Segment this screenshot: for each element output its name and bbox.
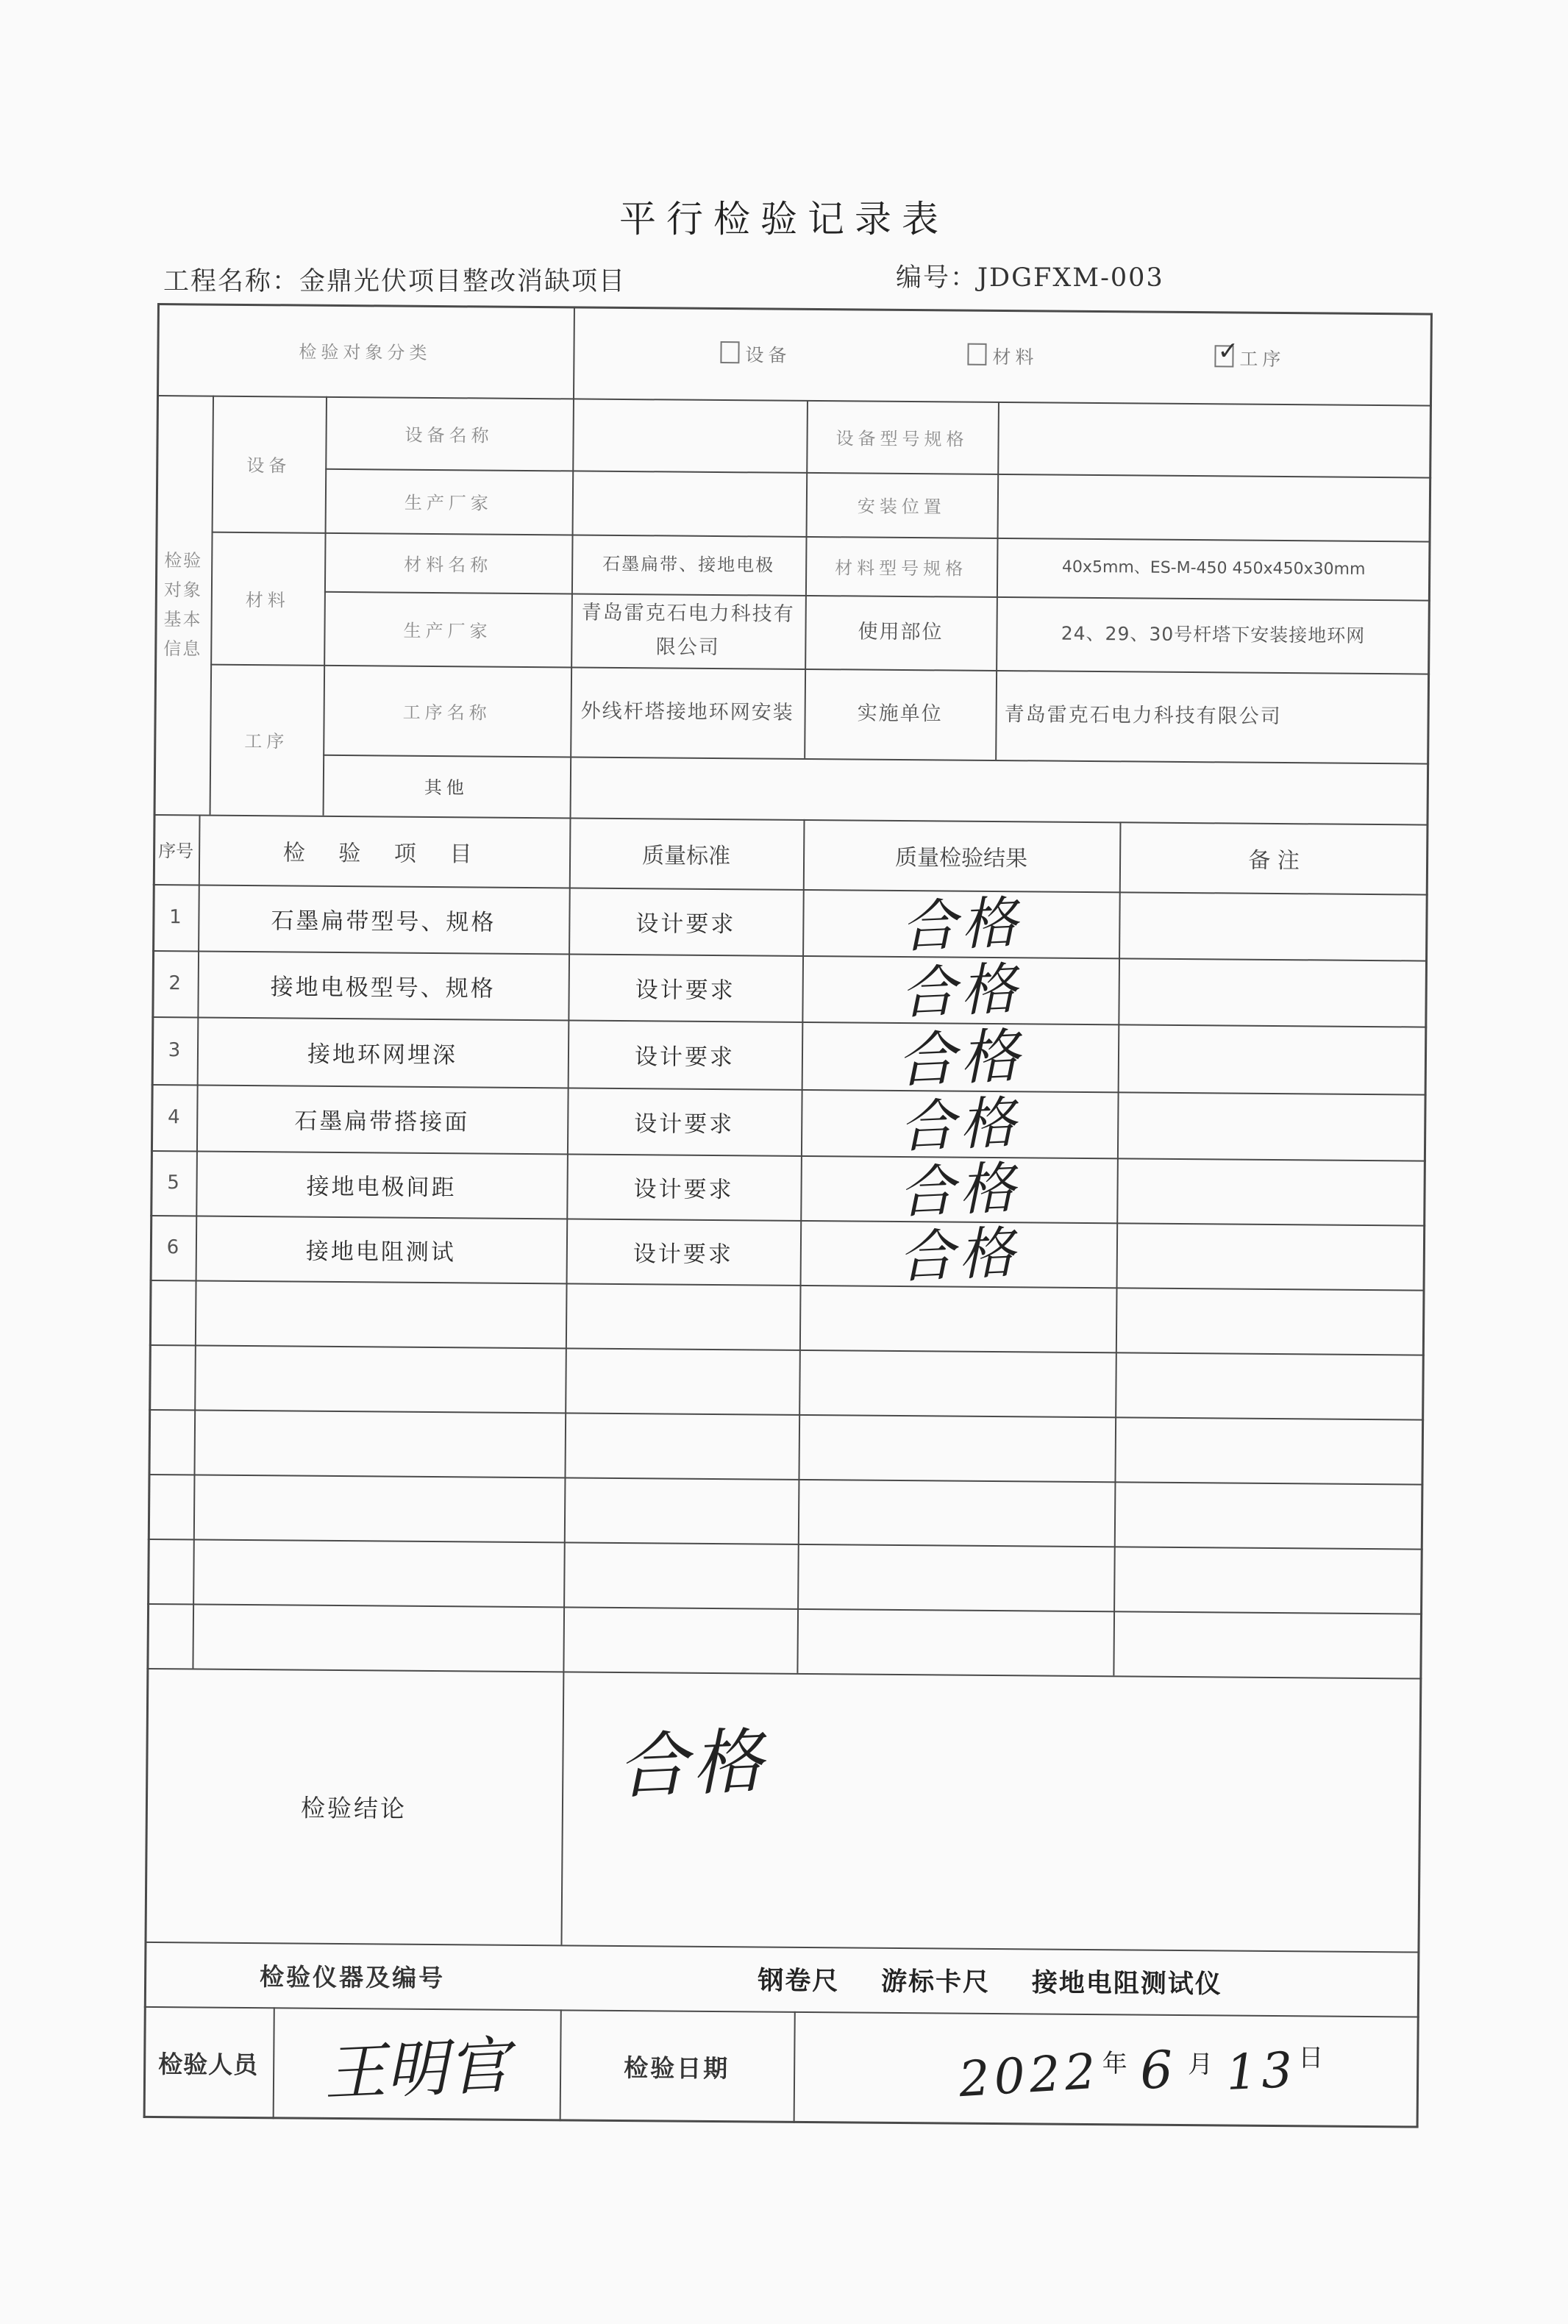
instruments-label: 检验仪器及编号 (259, 1961, 446, 1992)
process-name-value: 外线杆塔接地环网安装 (580, 699, 794, 724)
row-5-no: 5 (167, 1172, 179, 1194)
inspector-signature: 王明官 (322, 2028, 511, 2109)
row-5-standard: 设计要求 (633, 1175, 734, 1203)
date-month-unit: 月 (1188, 2049, 1214, 2079)
process-unit-label: 实施单位 (857, 702, 943, 726)
row-1-no: 1 (169, 906, 182, 929)
equipment-location-label: 安装位置 (857, 496, 946, 518)
category-option-label: 工序 (1239, 348, 1286, 370)
row-4-item: 石墨扁带搭接面 (294, 1107, 470, 1136)
process-group-label: 工序 (244, 730, 289, 752)
instruments-value: 钢卷尺 游标卡尺 接地电阻测试仪 (758, 1966, 1222, 2000)
conclusion-label: 检验结论 (300, 1793, 407, 1823)
row-3-result: 合格 (895, 1021, 1025, 1095)
row-3-no: 3 (168, 1039, 181, 1062)
rule (149, 1409, 1424, 1421)
row-2-result: 合格 (899, 955, 1022, 1026)
row-1-item: 石墨扁带型号、规格 (271, 907, 496, 936)
date-day-unit: 日 (1298, 2042, 1324, 2073)
material-maker-label: 生产厂家 (403, 620, 492, 642)
row-3-standard: 设计要求 (634, 1043, 735, 1071)
rule (148, 1474, 1423, 1486)
category-options (573, 306, 1433, 404)
equipment-name-label: 设备名称 (405, 424, 493, 446)
row-4-no: 4 (167, 1106, 180, 1129)
category-label: 检验对象分类 (299, 341, 432, 363)
row-2-no: 2 (168, 972, 182, 995)
document-code: 编号：JDGFXM-003 (896, 263, 1164, 293)
date-year-unit: 年 (1102, 2048, 1127, 2078)
rule (147, 1603, 1422, 1615)
row-1-result: 合格 (899, 888, 1023, 960)
date-day: 13 (1225, 2041, 1298, 2101)
category-option-material[interactable] (967, 342, 1038, 369)
equipment-maker-label: 生产厂家 (404, 492, 493, 514)
process-name-label: 工序名称 (402, 702, 491, 724)
conclusion-value: 合格 (615, 1719, 769, 1808)
checkbox-icon[interactable] (967, 343, 986, 365)
project-name: 工程名称：金鼎光伏项目整改消缺项目 (163, 267, 627, 296)
header-no: 序号 (158, 841, 194, 862)
row-5-result: 合格 (897, 1154, 1021, 1225)
inspector-label: 检验人员 (158, 2049, 259, 2079)
inspection-date (794, 2011, 1419, 2128)
row-2-item: 接地电极型号、规格 (270, 973, 496, 1002)
other-label: 其他 (424, 777, 468, 799)
row-4-result: 合格 (897, 1088, 1022, 1160)
category-option-process[interactable] (1214, 344, 1285, 371)
row-6-standard: 设计要求 (632, 1240, 734, 1268)
row-2-standard: 设计要求 (635, 976, 735, 1004)
material-model-label: 材料型号规格 (835, 557, 968, 580)
category-option-label: 设备 (745, 343, 791, 366)
row-6-result: 合格 (897, 1219, 1021, 1290)
document-title: 平行检验记录表 (619, 198, 949, 240)
equipment-maker-value (572, 470, 807, 535)
equipment-location-value (997, 474, 1432, 541)
header-result: 质量检验结果 (894, 844, 1028, 872)
row-1-standard: 设计要求 (635, 910, 736, 938)
material-usage-label: 使用部位 (858, 620, 944, 644)
rule (148, 1539, 1423, 1550)
info-section-label: 检验对象基本信息 (163, 550, 203, 660)
material-maker-value: 青岛雷克石电力科技有限公司 (581, 601, 795, 660)
row-6-no: 6 (166, 1236, 179, 1259)
equipment-model-label: 设备型号规格 (835, 427, 969, 450)
row-3-item: 接地环网埋深 (307, 1041, 458, 1069)
date-year: 2022 (956, 2042, 1102, 2108)
header-remark: 备 注 (1248, 847, 1300, 874)
equipment-name-value (572, 398, 807, 471)
material-name-label: 材料名称 (404, 554, 493, 576)
category-option-equipment[interactable] (720, 341, 791, 368)
equipment-model-value (997, 402, 1432, 477)
inspection-table (143, 303, 1433, 2128)
checkbox-icon[interactable] (720, 341, 739, 363)
row-5-item: 接地电极间距 (306, 1173, 457, 1201)
header-standard: 质量标准 (641, 842, 731, 869)
date-label: 检验日期 (624, 2053, 730, 2083)
material-usage-value: 24、29、30号杆塔下安装接地环网 (1061, 622, 1366, 646)
material-group-label: 材料 (245, 589, 290, 610)
category-option-label: 材料 (992, 346, 1038, 368)
material-model-value: 40x5mm、ES-M-450 450x450x30mm (1061, 557, 1366, 579)
row-4-standard: 设计要求 (634, 1110, 735, 1138)
process-unit-value: 青岛雷克石电力科技有限公司 (1004, 703, 1282, 729)
material-name-value: 石墨扁带、接地电极 (602, 553, 775, 576)
checked-checkbox-icon[interactable] (1214, 345, 1233, 367)
header-item: 检 验 项 目 (282, 839, 485, 868)
equipment-group-label: 设备 (246, 455, 291, 477)
date-month: 6 (1138, 2039, 1179, 2101)
rule (149, 1344, 1425, 1356)
row-6-item: 接地电阻测试 (305, 1238, 457, 1266)
